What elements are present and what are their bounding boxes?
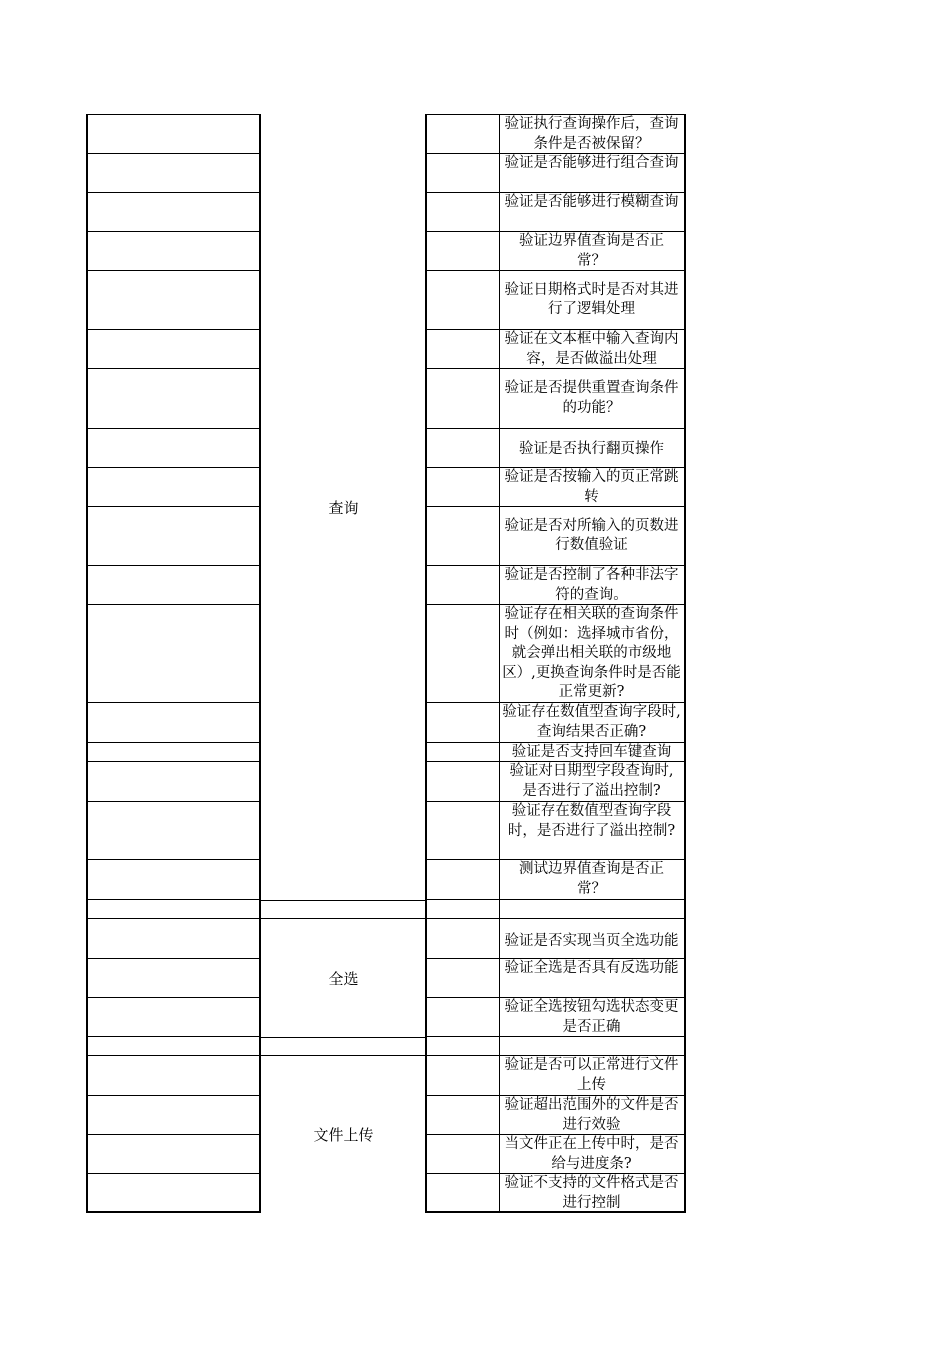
table-cell-description[interactable]: 验证是否能够进行组合查询 <box>499 154 686 193</box>
table-cell-description[interactable]: 验证是否控制了各种非法字符的查询。 <box>499 566 686 605</box>
table-cell-d[interactable] <box>425 703 500 743</box>
table-cell-d[interactable] <box>425 154 500 193</box>
table-cell-description[interactable]: 验证全选是否具有反选功能 <box>499 959 686 998</box>
table-cell-a[interactable] <box>86 703 261 743</box>
table-cell-d[interactable] <box>425 330 500 369</box>
table-cell-a[interactable] <box>86 193 261 232</box>
spacer-cell-e <box>499 1037 686 1056</box>
table-cell-d[interactable] <box>425 1135 500 1174</box>
table-cell-description[interactable]: 验证执行查询操作后，查询条件是否被保留？ <box>499 115 686 154</box>
table-cell-description[interactable]: 验证存在数值型查询字段时，是否进行了溢出控制? <box>499 802 686 860</box>
table-cell-a[interactable] <box>86 468 261 507</box>
table-cell-description[interactable]: 验证是否能够进行模糊查询 <box>499 193 686 232</box>
table-cell-a[interactable] <box>86 566 261 605</box>
table-cell-a[interactable] <box>86 369 261 429</box>
spacer-cell-e <box>499 900 686 919</box>
table-cell-a[interactable] <box>86 1135 261 1174</box>
section-query-text: 查询 <box>328 499 359 517</box>
section-label-query <box>261 115 426 900</box>
spacer-cell-d <box>425 900 500 919</box>
spacer-cell-a <box>86 1037 261 1056</box>
table-cell-a[interactable] <box>86 860 261 900</box>
table-cell-d[interactable] <box>425 115 500 154</box>
table-cell-description[interactable]: 验证是否提供重置查询条件的功能？ <box>499 369 686 429</box>
table-cell-d[interactable] <box>425 1174 500 1213</box>
table-cell-d[interactable] <box>425 762 500 802</box>
table-cell-a[interactable] <box>86 1096 261 1135</box>
table-cell-description[interactable]: 验证是否可以正常进行文件上传 <box>499 1056 686 1096</box>
table-cell-description[interactable]: 验证对日期型字段查询时, 是否进行了溢出控制? <box>499 762 686 802</box>
table-cell-a[interactable] <box>86 998 261 1037</box>
table-cell-d[interactable] <box>425 743 500 762</box>
table-cell-description[interactable]: 验证是否实现当页全选功能 <box>499 919 686 959</box>
table-cell-d[interactable] <box>425 429 500 468</box>
spacer-cell-a <box>86 900 261 919</box>
table-cell-a[interactable] <box>86 605 261 703</box>
table-cell-a[interactable] <box>86 959 261 998</box>
table-cell-d[interactable] <box>425 232 500 271</box>
table-cell-description[interactable]: 验证不支持的文件格式是否进行控制 <box>499 1174 686 1213</box>
table-cell-description[interactable]: 验证边界值查询是否正常？ <box>499 232 686 271</box>
table-cell-d[interactable] <box>425 193 500 232</box>
table-cell-d[interactable] <box>425 369 500 429</box>
table-cell-d[interactable] <box>425 998 500 1037</box>
section-label-upload <box>261 1056 426 1213</box>
spacer-cell-d <box>425 1037 500 1056</box>
table-cell-a[interactable] <box>86 802 261 860</box>
table-cell-description[interactable]: 验证是否执行翻页操作 <box>499 429 686 468</box>
table-cell-d[interactable] <box>425 605 500 703</box>
table-cell-a[interactable] <box>86 507 261 566</box>
table-cell-description[interactable]: 验证是否支持回车键查询 <box>499 743 686 762</box>
table-cell-d[interactable] <box>425 1056 500 1096</box>
table-cell-description[interactable]: 验证存在相关联的查询条件时（例如：选择城市省份，就会弹出相关联的市级地区）,更换查询条件时是否能正常更新? <box>499 605 686 703</box>
table-cell-description[interactable]: 测试边界值查询是否正常？ <box>499 860 686 900</box>
table-cell-a[interactable] <box>86 743 261 762</box>
table-cell-a[interactable] <box>86 330 261 369</box>
table-cell-description[interactable]: 验证超出范围外的文件是否进行效验 <box>499 1096 686 1135</box>
table-cell-description[interactable]: 验证存在数值型查询字段时, 查询结果否正确? <box>499 703 686 743</box>
table-cell-a[interactable] <box>86 1174 261 1213</box>
table-cell-d[interactable] <box>425 919 500 959</box>
spacer-cell-section <box>261 900 426 919</box>
table-cell-d[interactable] <box>425 802 500 860</box>
table-cell-description[interactable]: 验证日期格式时是否对其进行了逻辑处理 <box>499 271 686 330</box>
table-cell-d[interactable] <box>425 860 500 900</box>
table-cell-d[interactable] <box>425 959 500 998</box>
table-cell-d[interactable] <box>425 507 500 566</box>
table-cell-a[interactable] <box>86 1056 261 1096</box>
section-label-select-all <box>261 919 426 1037</box>
table-cell-d[interactable] <box>425 1096 500 1135</box>
table-cell-d[interactable] <box>425 271 500 330</box>
table-cell-a[interactable] <box>86 115 261 154</box>
table-cell-d[interactable] <box>425 566 500 605</box>
table-cell-a[interactable] <box>86 762 261 802</box>
table-cell-description[interactable]: 当文件正在上传中时，是否给与进度条? <box>499 1135 686 1174</box>
table-cell-description[interactable]: 验证是否对所输入的页数进行数值验证 <box>499 507 686 566</box>
section-upload-text: 文件上传 <box>313 1126 374 1144</box>
spacer-cell-section <box>261 1037 426 1056</box>
table-cell-description[interactable]: 验证是否按输入的页正常跳转 <box>499 468 686 507</box>
table-cell-description[interactable]: 验证全选按钮勾选状态变更是否正确 <box>499 998 686 1037</box>
table-cell-d[interactable] <box>425 468 500 507</box>
section-select-all-text: 全选 <box>328 969 359 988</box>
table-cell-a[interactable] <box>86 271 261 330</box>
table-cell-a[interactable] <box>86 154 261 193</box>
table-cell-a[interactable] <box>86 232 261 271</box>
table-cell-a[interactable] <box>86 429 261 468</box>
table-cell-a[interactable] <box>86 919 261 959</box>
table-cell-description[interactable]: 验证在文本框中输入查询内容，是否做溢出处理 <box>499 330 686 369</box>
